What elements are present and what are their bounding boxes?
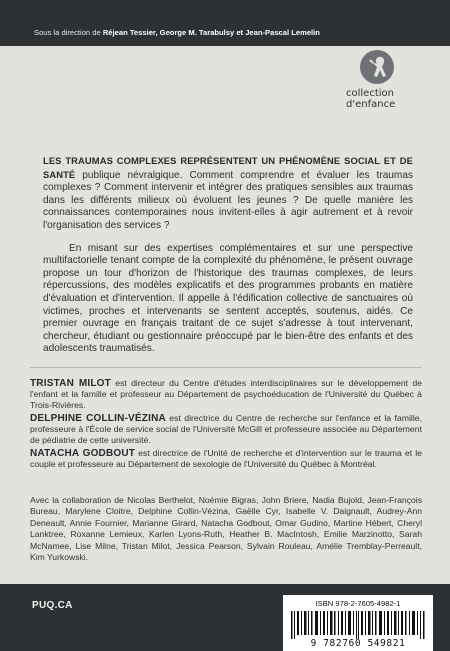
- blurb-lead: LES TRAUMAS COMPLEXES REPRÉSENTENT UN PHÉNOMÈNE SOCIAL ET DE SANTÉ: [43, 155, 413, 180]
- back-cover-blurb: [43, 155, 413, 356]
- barcode-panel: [283, 595, 433, 651]
- barcode-digits: 9 782760 549821: [310, 638, 406, 649]
- blurb-paragraph-2: En misant sur des expertises complémentaires et sur une perspective multifactorielle tenant compte de la complexité du phénomène, le présent ouvrage propose un tour d'horizon de l'historique des traumas complexes, de leurs répercussions, des modèles explicatifs et des programmes probants en matière d'évaluation et d'intervention. Il appelle à l'édification collective de sanctuaires où victimes, proches et intervenants se sentent acceptés, soutenus, aidés. Ce premier ouvrage en français traitant de ce sujet s'adresse à tout intervenant, chercheur, étudiant ou gestionnaire préoccupé par le bien-être des enfants et des adolescents traumatisés.: [43, 242, 413, 355]
- author-bio: [30, 413, 422, 446]
- collaborators: [30, 495, 422, 563]
- author-bio-text: est directrice du Centre de recherche sur l'enfance et la famille, professeure à l'École de service social de l'Université McGill et professeure associée au Département de pédiatrie de cette université.: [30, 413, 422, 445]
- section-divider: [30, 367, 422, 368]
- series-line-2: d'enfance: [346, 99, 396, 110]
- series-title: [346, 88, 414, 110]
- editors-line: [34, 28, 320, 37]
- isbn-text: ISBN 978-2-7605-4982-1: [315, 599, 401, 608]
- author-name: NATACHA GODBOUT: [30, 448, 136, 459]
- author-bio-text: est directeur du Centre d'études interdisciplinaires sur le développement de l'enfant et la famille et professeur au Département de psychoéducation de l'Université du Québec à Trois-Rivières.: [30, 378, 423, 410]
- author-name: DELPHINE COLLIN-VÉZINA: [30, 413, 166, 424]
- author-bio-text: est directrice de l'Unité de recherche et d'intervention sur le trauma et le couple et professeure au Département de sexologie de l'Université du Québec à Montréal.: [30, 448, 422, 469]
- direction-prefix: Sous la direction de: [34, 28, 101, 37]
- collaborators-text: Avec la collaboration de Nicolas Berthelot, Noémie Bigras, John Briere, Nadia Bujold, Jean-François Bureau, Marylene Cloitre, Delphine Collin-Vézina, Gaëlle Cyr, Isabelle V. Daignault, Audrey-Ann Deneault, Annie Fournier, Marianne Girard, Natacha Godbout, Omar Gudino, Martine Hébert, Cheryl Lanktree, Roxanne Lemieux, Karlen Lyons-Ruth, Heather B. MacIntosh, Emilie Marzinotto, Sarah McNamee, Lise Milne, Tristan Milot, Jessica Pearson, Sylvain Rouleau, Amélie Tremblay-Perreault, Kim Yurkowski.: [30, 495, 422, 563]
- author-bio: [30, 378, 422, 411]
- blurb-paragraph-1: [43, 155, 413, 233]
- child-figure-icon: [360, 50, 394, 84]
- author-name: TRISTAN MILOT: [30, 378, 111, 389]
- blurb-lead-rest: publique névralgique. Comment comprendre et évaluer les traumas complexes ? Comment intervenir et intégrer des pratiques sensibles aux traumas dans les différents milieux où évoluent les jeunes ? De quelle manière les connaissances contemporaines nous invitent-elles à agir autrement et à revoir l'organisation des services ?: [43, 169, 413, 231]
- author-bio: [30, 448, 422, 470]
- publisher-label: PUQ.CA: [32, 600, 73, 611]
- top-band: [0, 0, 450, 46]
- series-line-1: collection: [346, 88, 394, 99]
- editors-names: Réjean Tessier, George M. Tarabulsy et Jean-Pascal Lemelin: [102, 28, 320, 37]
- barcode-icon: [291, 611, 425, 639]
- author-bios: [30, 378, 422, 472]
